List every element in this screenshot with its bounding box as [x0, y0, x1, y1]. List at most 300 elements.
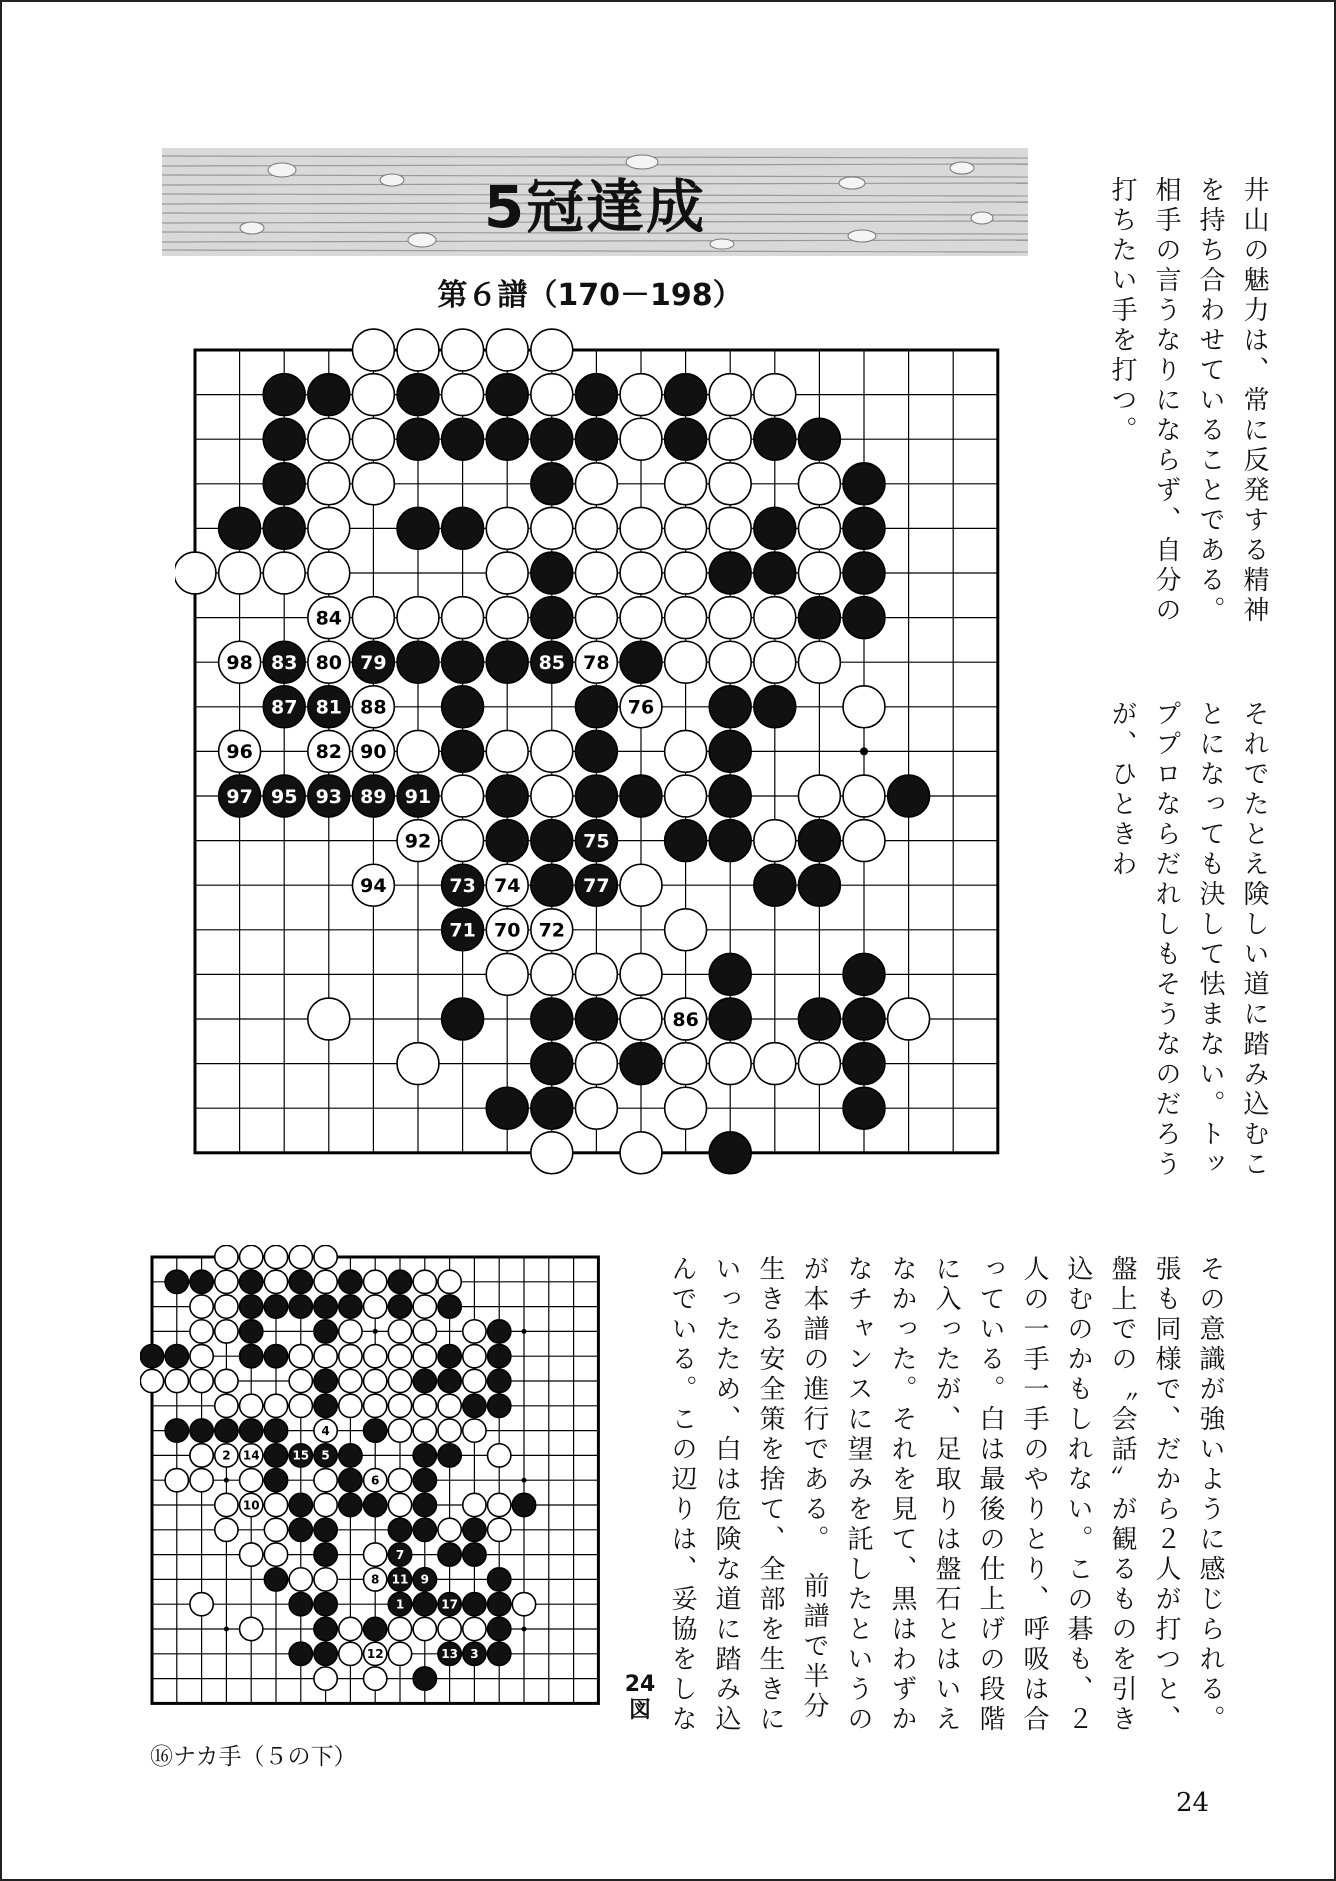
move-number: 97	[226, 785, 253, 808]
white-stone	[364, 1667, 387, 1690]
black-stone	[215, 1419, 238, 1442]
move-number: 90	[360, 741, 387, 764]
white-stone	[486, 953, 528, 995]
diagram-note: ⑯ナカ手（５の下）	[150, 1744, 357, 1770]
black-stone	[665, 374, 707, 416]
figure-label-text: 24図	[624, 1672, 656, 1723]
star-point	[522, 1478, 527, 1483]
black-stone	[620, 775, 662, 817]
black-stone	[314, 1642, 337, 1665]
white-stone	[709, 641, 751, 683]
white-stone	[413, 1617, 436, 1640]
white-stone	[620, 998, 662, 1040]
white-stone	[352, 463, 394, 505]
white-stone	[308, 463, 350, 505]
black-stone	[531, 418, 573, 460]
white-stone	[314, 1568, 337, 1591]
white-stone	[397, 1043, 439, 1085]
black-stone	[798, 418, 840, 460]
white-stone	[575, 953, 617, 995]
move-number: 91	[404, 785, 432, 808]
black-stone	[488, 1369, 511, 1392]
black-stone	[798, 820, 840, 862]
white-stone	[486, 507, 528, 549]
black-stone	[442, 641, 484, 683]
black-stone	[314, 1295, 337, 1318]
black-stone	[314, 1593, 337, 1616]
black-stone	[438, 1543, 461, 1566]
move-number: 77	[583, 875, 610, 898]
black-stone	[709, 552, 751, 594]
white-stone	[798, 552, 840, 594]
black-stone	[314, 1617, 337, 1640]
move-number: 96	[226, 741, 253, 764]
black-stone	[575, 730, 617, 772]
black-stone	[486, 775, 528, 817]
black-stone	[463, 1518, 486, 1541]
move-number: 75	[583, 830, 610, 853]
commentary-bottom: その意識が強いように感じられる。張も同様で、だから２人が打つと、盤上での〝会話〟が観るものを引き込むのかもしれない。この碁も、２人の一手一手のやりとり、呼吸は合っている。白は最後の仕上げの段階に入ったが、足取りは盤石とはいえなかった。それを見て、黒はわずかなチャンスに望みを託したというのが本譜の進行である。 前譜で半分生きる安全策を捨て、全部を生きにいったため、白は危険な道に踏み込んでいる。この辺りは、妥協をしな	[667, 1255, 1225, 1735]
move-number: 8	[371, 1572, 380, 1587]
black-stone	[463, 1593, 486, 1616]
white-stone	[798, 507, 840, 549]
white-stone	[388, 1394, 411, 1417]
white-stone	[352, 418, 394, 460]
white-stone	[843, 775, 885, 817]
black-stone	[531, 820, 573, 862]
black-stone	[486, 1087, 528, 1129]
black-stone	[463, 1543, 486, 1566]
move-number: 86	[672, 1008, 699, 1031]
white-stone	[620, 1132, 662, 1174]
move-number: 76	[627, 696, 655, 719]
white-stone	[754, 820, 796, 862]
black-stone	[442, 998, 484, 1040]
black-stone	[843, 552, 885, 594]
black-stone	[438, 1369, 461, 1392]
black-stone	[575, 775, 617, 817]
black-stone	[413, 1667, 436, 1690]
black-stone	[488, 1617, 511, 1640]
black-stone	[709, 775, 751, 817]
white-stone	[843, 820, 885, 862]
black-stone	[531, 552, 573, 594]
white-stone	[165, 1369, 188, 1392]
black-stone	[140, 1345, 163, 1368]
white-stone	[289, 1568, 312, 1591]
white-stone	[709, 1043, 751, 1085]
black-stone	[575, 374, 617, 416]
black-stone	[339, 1493, 362, 1516]
move-number: 81	[315, 696, 343, 719]
black-stone	[486, 418, 528, 460]
white-stone	[364, 1369, 387, 1392]
reference-go-board	[140, 1245, 620, 1745]
white-stone	[413, 1270, 436, 1293]
black-stone	[486, 641, 528, 683]
white-stone	[397, 329, 439, 371]
black-stone	[575, 998, 617, 1040]
white-stone	[289, 1345, 312, 1368]
black-stone	[531, 1043, 573, 1085]
black-stone	[888, 775, 930, 817]
black-stone	[219, 507, 261, 549]
white-stone	[314, 1469, 337, 1492]
black-stone	[314, 1320, 337, 1343]
white-stone	[413, 1320, 436, 1343]
black-stone	[463, 1394, 486, 1417]
black-stone	[665, 820, 707, 862]
black-stone	[240, 1345, 263, 1368]
white-stone	[264, 1270, 287, 1293]
move-number: 5	[321, 1448, 330, 1463]
black-stone	[754, 686, 796, 728]
white-stone	[665, 597, 707, 639]
white-stone	[754, 641, 796, 683]
white-stone	[488, 1493, 511, 1516]
white-stone	[413, 1295, 436, 1318]
white-stone	[463, 1617, 486, 1640]
black-stone	[364, 1617, 387, 1640]
black-stone	[339, 1295, 362, 1318]
white-stone	[397, 597, 439, 639]
star-point	[522, 1329, 527, 1334]
white-stone	[263, 552, 305, 594]
black-stone	[314, 1518, 337, 1541]
black-stone	[263, 507, 305, 549]
black-stone	[240, 1419, 263, 1442]
move-number: 89	[360, 785, 387, 808]
white-stone	[665, 507, 707, 549]
white-stone	[665, 775, 707, 817]
black-stone	[413, 1518, 436, 1541]
black-stone	[709, 953, 751, 995]
white-stone	[620, 864, 662, 906]
white-stone	[308, 552, 350, 594]
white-stone	[308, 507, 350, 549]
white-stone	[438, 1419, 461, 1442]
white-stone	[388, 1617, 411, 1640]
star-point	[224, 1478, 229, 1483]
black-stone	[314, 1369, 337, 1392]
black-stone	[531, 597, 573, 639]
white-stone	[240, 1394, 263, 1417]
white-stone	[289, 1245, 312, 1268]
black-stone	[264, 1295, 287, 1318]
star-point	[860, 747, 868, 755]
white-stone	[215, 1518, 238, 1541]
white-stone	[314, 1270, 337, 1293]
page-number: 24	[1176, 1788, 1210, 1818]
black-stone	[289, 1493, 312, 1516]
white-stone	[442, 329, 484, 371]
white-stone	[665, 909, 707, 951]
white-stone	[512, 1593, 535, 1616]
white-stone	[314, 1493, 337, 1516]
black-stone	[442, 418, 484, 460]
white-stone	[190, 1444, 213, 1467]
black-stone	[289, 1295, 312, 1318]
white-stone	[339, 1320, 362, 1343]
black-stone	[397, 507, 439, 549]
black-stone	[438, 1295, 461, 1318]
white-stone	[215, 1245, 238, 1268]
white-stone	[442, 597, 484, 639]
white-stone	[140, 1369, 163, 1392]
white-stone	[754, 1043, 796, 1085]
white-stone	[531, 730, 573, 772]
white-stone	[531, 374, 573, 416]
white-stone	[463, 1419, 486, 1442]
white-stone	[665, 641, 707, 683]
white-stone	[339, 1369, 362, 1392]
black-stone	[843, 507, 885, 549]
black-stone	[289, 1593, 312, 1616]
white-stone	[352, 374, 394, 416]
white-stone	[308, 418, 350, 460]
black-stone	[339, 1444, 362, 1467]
chapter-title: 5冠達成	[483, 173, 707, 241]
black-stone	[413, 1493, 436, 1516]
white-stone	[264, 1518, 287, 1541]
white-stone	[215, 1270, 238, 1293]
black-stone	[620, 1043, 662, 1085]
move-number: 82	[315, 741, 343, 764]
move-number: 12	[366, 1647, 384, 1662]
white-stone	[388, 1642, 411, 1665]
white-stone	[339, 1345, 362, 1368]
white-stone	[665, 730, 707, 772]
move-number: 80	[315, 652, 343, 675]
black-stone	[397, 418, 439, 460]
black-stone	[575, 686, 617, 728]
white-stone	[620, 552, 662, 594]
black-stone	[364, 1493, 387, 1516]
black-stone	[512, 1493, 535, 1516]
move-number: 14	[242, 1448, 260, 1463]
black-stone	[165, 1419, 188, 1442]
black-stone	[263, 418, 305, 460]
white-stone	[364, 1295, 387, 1318]
move-number: 3	[470, 1647, 479, 1662]
white-stone	[442, 775, 484, 817]
white-stone	[665, 552, 707, 594]
white-stone	[665, 1043, 707, 1085]
white-stone	[438, 1518, 461, 1541]
move-number: 87	[270, 696, 298, 719]
black-stone	[488, 1642, 511, 1665]
black-stone	[289, 1518, 312, 1541]
black-stone	[665, 418, 707, 460]
white-stone	[620, 597, 662, 639]
black-stone	[442, 730, 484, 772]
white-stone	[289, 1394, 312, 1417]
white-stone	[442, 374, 484, 416]
move-number: 95	[270, 785, 298, 808]
commentary-middle: それでたとえ険しい道に踏み込むことになっても決して怯まない。トッププロならだれしもそうなのだろうが、ひときわ	[1107, 700, 1269, 1180]
move-number: 9	[420, 1572, 429, 1587]
black-stone	[531, 998, 573, 1040]
white-stone	[388, 1419, 411, 1442]
white-stone	[709, 597, 751, 639]
white-stone	[843, 686, 885, 728]
black-stone	[339, 1469, 362, 1492]
move-number: 10	[242, 1498, 260, 1513]
black-stone	[289, 1642, 312, 1665]
commentary-top: 井山の魅力は、常に反発する精神を持ち合わせていることである。相手の言うなりにならず、自分の打ちたい手を打つ。	[1107, 176, 1269, 626]
white-stone	[798, 641, 840, 683]
white-stone	[264, 1493, 287, 1516]
white-stone	[314, 1345, 337, 1368]
black-stone	[263, 374, 305, 416]
star-point	[373, 1329, 378, 1334]
white-stone	[531, 329, 573, 371]
white-stone	[308, 998, 350, 1040]
black-stone	[843, 953, 885, 995]
move-number: 98	[226, 652, 253, 675]
move-number: 85	[538, 652, 566, 675]
white-stone	[240, 1469, 263, 1492]
black-stone	[843, 1043, 885, 1085]
white-stone	[754, 597, 796, 639]
white-stone	[364, 1345, 387, 1368]
white-stone	[488, 1518, 511, 1541]
white-stone	[575, 1087, 617, 1129]
black-stone	[364, 1419, 387, 1442]
black-stone	[165, 1270, 188, 1293]
black-stone	[264, 1345, 287, 1368]
move-number: 71	[449, 919, 476, 942]
black-stone	[308, 374, 350, 416]
black-stone	[240, 1320, 263, 1343]
move-number: 78	[583, 652, 610, 675]
white-stone	[709, 463, 751, 505]
white-stone	[240, 1617, 263, 1640]
white-stone	[264, 1245, 287, 1268]
move-number: 93	[315, 785, 343, 808]
black-stone	[264, 1444, 287, 1467]
move-number: 4	[321, 1423, 330, 1438]
black-stone	[413, 1444, 436, 1467]
white-stone	[388, 1345, 411, 1368]
white-stone	[215, 1295, 238, 1318]
white-stone	[413, 1394, 436, 1417]
star-point	[224, 1627, 229, 1632]
black-stone	[843, 597, 885, 639]
black-stone	[843, 1087, 885, 1129]
black-stone	[438, 1444, 461, 1467]
white-stone	[620, 953, 662, 995]
move-number: 74	[493, 875, 521, 898]
move-number: 70	[493, 919, 521, 942]
white-stone	[388, 1369, 411, 1392]
white-stone	[575, 1043, 617, 1085]
white-stone	[364, 1543, 387, 1566]
diagram-caption: 第６譜（170－198）	[437, 278, 743, 313]
white-stone	[413, 1419, 436, 1442]
black-stone	[397, 641, 439, 683]
black-stone	[397, 374, 439, 416]
white-stone	[190, 1345, 213, 1368]
white-stone	[486, 730, 528, 772]
white-stone	[463, 1345, 486, 1368]
white-stone	[364, 1394, 387, 1417]
white-stone	[388, 1320, 411, 1343]
black-stone	[754, 418, 796, 460]
black-stone	[442, 686, 484, 728]
white-stone	[798, 775, 840, 817]
black-stone	[190, 1419, 213, 1442]
white-stone	[665, 1087, 707, 1129]
white-stone	[190, 1320, 213, 1343]
black-stone	[264, 1469, 287, 1492]
black-stone	[531, 1087, 573, 1129]
white-stone	[165, 1469, 188, 1492]
black-stone	[486, 374, 528, 416]
white-stone	[264, 1543, 287, 1566]
white-stone	[264, 1394, 287, 1417]
black-stone	[438, 1345, 461, 1368]
move-number: 84	[315, 607, 343, 630]
black-stone	[486, 820, 528, 862]
black-stone	[314, 1543, 337, 1566]
white-stone	[620, 374, 662, 416]
black-stone	[339, 1270, 362, 1293]
black-stone	[575, 418, 617, 460]
white-stone	[486, 552, 528, 594]
white-stone	[215, 1369, 238, 1392]
white-stone	[190, 1469, 213, 1492]
black-stone	[709, 686, 751, 728]
black-stone	[314, 1394, 337, 1417]
white-stone	[397, 730, 439, 772]
black-stone	[388, 1518, 411, 1541]
move-number: 94	[360, 875, 387, 898]
black-stone	[289, 1270, 312, 1293]
white-stone	[709, 374, 751, 416]
move-number: 83	[270, 652, 298, 675]
black-stone	[531, 463, 573, 505]
main-go-board	[175, 325, 1015, 1185]
figure-label	[620, 1672, 660, 1724]
black-stone	[413, 1593, 436, 1616]
move-number: 1	[395, 1597, 405, 1612]
black-stone	[165, 1345, 188, 1368]
black-stone	[798, 597, 840, 639]
white-stone	[175, 552, 216, 594]
star-point	[522, 1627, 527, 1632]
white-stone	[709, 507, 751, 549]
black-stone	[263, 463, 305, 505]
white-stone	[442, 820, 484, 862]
black-stone	[388, 1295, 411, 1318]
black-stone	[709, 1132, 751, 1174]
white-stone	[190, 1593, 213, 1616]
white-stone	[463, 1369, 486, 1392]
move-number: 72	[538, 919, 566, 942]
black-stone	[488, 1345, 511, 1368]
white-stone	[364, 1270, 387, 1293]
white-stone	[314, 1667, 337, 1690]
white-stone	[575, 463, 617, 505]
white-stone	[240, 1245, 263, 1268]
white-stone	[215, 1394, 238, 1417]
black-stone	[240, 1270, 263, 1293]
white-stone	[531, 953, 573, 995]
black-stone	[843, 998, 885, 1040]
black-stone	[240, 1295, 263, 1318]
white-stone	[215, 1493, 238, 1516]
